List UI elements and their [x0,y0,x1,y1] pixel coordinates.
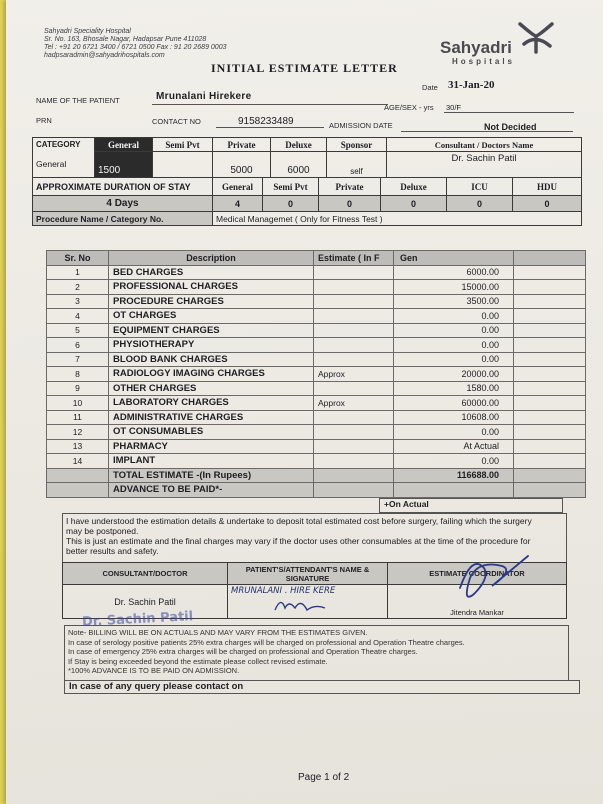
charge-amount: 20000.00 [394,367,514,382]
rate-general: 1500 [95,152,153,178]
age-sex-line [444,112,574,113]
charge-note [314,294,394,309]
charge-blank [514,294,586,309]
col-sponsor: Sponsor [327,138,387,152]
charge-blank [514,425,586,440]
charge-description: BLOOD BANK CHARGES [109,352,314,367]
charge-row [47,352,586,367]
charge-amount: 0.00 [394,323,514,338]
duration-total: 4 Days [33,196,213,212]
total-label: TOTAL ESTIMATE -(In Rupees) [109,468,314,483]
category-value: General [33,152,95,178]
charge-description: PROCEDURE CHARGES [109,294,314,309]
prn-label: PRN [36,116,52,125]
charge-amount: 0.00 [394,309,514,324]
consultant-value: Dr. Sachin Patil [387,152,582,178]
sig-coordinator-value: Jitendra Mankar [388,585,567,619]
charge-row [47,410,586,425]
charge-amount: 15000.00 [394,280,514,295]
charge-amount: 0.00 [394,425,514,440]
duration-label: APPROXIMATE DURATION OF STAY [33,178,213,196]
logo-cross-icon [516,18,556,54]
col-deluxe: Deluxe [271,138,327,152]
hospital-name-small: Sahyadri Speciality Hospital [44,28,131,35]
document-title: INITIAL ESTIMATE LETTER [211,61,398,75]
charge-no: 1 [47,265,109,280]
sig-patient-value: MRUNALANI . HIRE KERE [228,585,388,619]
charges-header-estimate: Estimate ( In F [314,251,394,266]
charge-amount: At Actual [394,439,514,454]
estimate-document [6,0,603,804]
col-general: General [95,138,153,152]
advance-value [394,483,514,498]
charge-note [314,454,394,469]
charge-blank [514,352,586,367]
patient-signature [271,594,331,616]
charge-note [314,439,394,454]
page-footer: Page 1 of 2 [298,772,350,783]
charge-description: BED CHARGES [109,265,314,280]
dur-private: 0 [319,196,381,212]
charge-description: ADMINISTRATIVE CHARGES [109,410,314,425]
charge-blank [514,381,586,396]
dur-semi-pvt: 0 [263,196,319,212]
total-value: 116688.00 [394,468,514,483]
charge-description: PHARMACY [109,439,314,454]
total-no [47,468,109,483]
charge-row [47,425,586,440]
rate-deluxe: 6000 [271,152,327,178]
col-semi-pvt: Semi Pvt [153,138,213,152]
charges-header-description: Description [109,251,314,266]
logo-main-text: Sahyadri [440,38,512,57]
charge-no: 11 [47,410,109,425]
charge-row [47,381,586,396]
declaration-line-2: may be postponed. [66,526,139,536]
charge-no: 10 [47,396,109,411]
rate-private: 5000 [213,152,271,178]
note-line-1: Note- BILLING WILL BE ON ACTUALS AND MAY VARY FROM THE ESTIMATES GIVEN. [68,628,368,637]
charge-no: 14 [47,454,109,469]
procedure-label: Procedure Name / Category No. [33,212,213,226]
advance-label: ADVANCE TO BE PAID*- [109,483,314,498]
charge-amount: 6000.00 [394,265,514,280]
coordinator-signature [432,548,542,608]
dur-general: 4 [213,196,263,212]
note-line-4: If Stay is being exceeded beyond the estimate please collect revised estimate. [68,656,328,666]
charge-no: 8 [47,367,109,382]
charge-description: EQUIPMENT CHARGES [109,323,314,338]
charge-no: 13 [47,439,109,454]
charge-row [47,265,586,280]
advance-note [314,483,394,498]
rate-semi-pvt [153,152,213,178]
charge-description: PROFESSIONAL CHARGES [109,280,314,295]
hospital-address: Sr. No. 163, Bhosale Nagar, Hadapsar Pune 411028 [44,36,207,43]
sig-patient-header: PATIENT'S/ATTENDANT'S NAME & SIGNATURE [228,563,388,585]
charge-no: 2 [47,280,109,295]
charge-description: RADIOLOGY IMAGING CHARGES [109,367,314,382]
charges-body [47,265,586,468]
charges-header-blank [514,251,586,266]
query-contact: In case of any query please contact on [64,680,580,694]
hospital-phone: Tel : +91 20 6721 3400 / 6721 0500 Fax : 91 20 2689 0003 [44,44,227,51]
charge-note [314,381,394,396]
charge-note [314,265,394,280]
date-value: 31-Jan-20 [448,79,495,91]
charge-no: 5 [47,323,109,338]
dur-col-icu: ICU [447,178,513,196]
dur-deluxe: 0 [381,196,447,212]
charge-row [47,454,586,469]
note-line-2: In case of serology positive patients 25% extra charges will be charged on professional and Operation Theatre charges. [68,637,465,647]
charge-amount: 0.00 [394,338,514,353]
doctor-stamp: Dr. Sachin Patil [81,609,194,630]
charge-description: OT CHARGES [109,309,314,324]
charges-table [46,250,586,498]
charge-note: Approx [314,367,394,382]
charge-description: IMPLANT [109,454,314,469]
charge-no: 7 [47,352,109,367]
contact-value: 9158233489 [238,116,294,127]
hospital-address-block [44,28,324,60]
charge-amount: 0.00 [394,454,514,469]
sig-coordinator-header: ESTIMATE COORDINATOR [388,563,567,585]
charges-header-gen: Gen [394,251,514,266]
charge-row [47,367,586,382]
charge-description: OTHER CHARGES [109,381,314,396]
charge-description: OT CONSUMABLES [109,425,314,440]
declaration-line-4: better results and safety. [66,546,159,556]
charge-row [47,280,586,295]
dur-hdu: 0 [513,196,582,212]
charge-blank [514,309,586,324]
total-blank [514,468,586,483]
charge-blank [514,410,586,425]
contact-label: CONTACT NO [152,117,201,126]
notes-box [64,625,569,681]
procedure-value: Medical Managemet ( Only for Fitness Test ) [213,212,582,226]
dur-col-deluxe: Deluxe [381,178,447,196]
advance-blank [514,483,586,498]
charge-row [47,323,586,338]
charge-note [314,338,394,353]
category-table [32,137,582,226]
charge-description: PHYSIOTHERAPY [109,338,314,353]
age-sex-value: 30/F [446,103,462,112]
note-line-5: *100% ADVANCE IS TO BE PAID ON ADMISSION. [68,666,240,675]
charge-blank [514,323,586,338]
charge-row [47,439,586,454]
category-label: CATEGORY [33,138,95,152]
dur-col-semi-pvt: Semi Pvt [263,178,319,196]
charge-blank [514,280,586,295]
charge-blank [514,265,586,280]
dur-col-hdu: HDU [513,178,582,196]
charge-no: 9 [47,381,109,396]
charge-amount: 0.00 [394,352,514,367]
rate-sponsor: self [327,152,387,178]
charge-row [47,294,586,309]
total-note [314,468,394,483]
charge-note: Approx [314,396,394,411]
charge-note [314,280,394,295]
charge-row [47,309,586,324]
charges-header-srno: Sr. No [47,251,109,266]
charge-amount: 3500.00 [394,294,514,309]
advance-no [47,483,109,498]
col-private: Private [213,138,271,152]
admission-value: Not Decided [484,122,537,132]
hospital-email: hadpsaradmin@sahyadrihospitals.com [44,52,165,59]
consultant-header: Consultant / Doctors Name [387,138,582,152]
charge-no: 6 [47,338,109,353]
charge-no: 12 [47,425,109,440]
contact-line [216,127,324,128]
charge-description: LABORATORY CHARGES [109,396,314,411]
charge-amount: 1580.00 [394,381,514,396]
charge-row [47,396,586,411]
sig-consultant-value: Dr. Sachin Patil [63,585,228,619]
dur-icu: 0 [447,196,513,212]
dur-col-general: General [213,178,263,196]
on-actual-box: +On Actual [379,498,563,513]
admission-label: ADMISSION DATE [329,121,393,130]
patient-name-label: NAME OF THE PATIENT [36,96,120,105]
charge-amount: 10608.00 [394,410,514,425]
dur-col-private: Private [319,178,381,196]
charge-blank [514,338,586,353]
charge-blank [514,396,586,411]
charge-note [314,309,394,324]
charge-note [314,425,394,440]
note-line-3: In case of emergency 25% extra charges will be charged on professional and Operation Theatre charges. [68,647,418,656]
charge-note [314,323,394,338]
logo-sub-text: Hospitals [452,57,516,66]
sig-consultant-header: CONSULTANT/DOCTOR [63,563,228,585]
charge-blank [514,367,586,382]
charge-note [314,410,394,425]
charge-blank [514,439,586,454]
patient-name-value: Mrunalani Hirekere [156,91,252,102]
declaration-line-1: I have understood the estimation details & undertake to deposit total estimated cost before surgery, failing which the surgery [66,516,532,526]
date-label: Date [422,83,438,92]
charge-blank [514,454,586,469]
declaration-line-3: This is just an estimate and the final charges may vary if the doctor uses other consumables at the time of the procedure for [66,536,531,546]
charge-row [47,338,586,353]
charge-amount: 60000.00 [394,396,514,411]
patient-name-line [152,104,388,105]
charge-note [314,352,394,367]
age-sex-label: AGE/SEX - yrs [384,103,434,112]
charge-no: 3 [47,294,109,309]
hospital-logo [438,18,568,68]
charge-no: 4 [47,309,109,324]
